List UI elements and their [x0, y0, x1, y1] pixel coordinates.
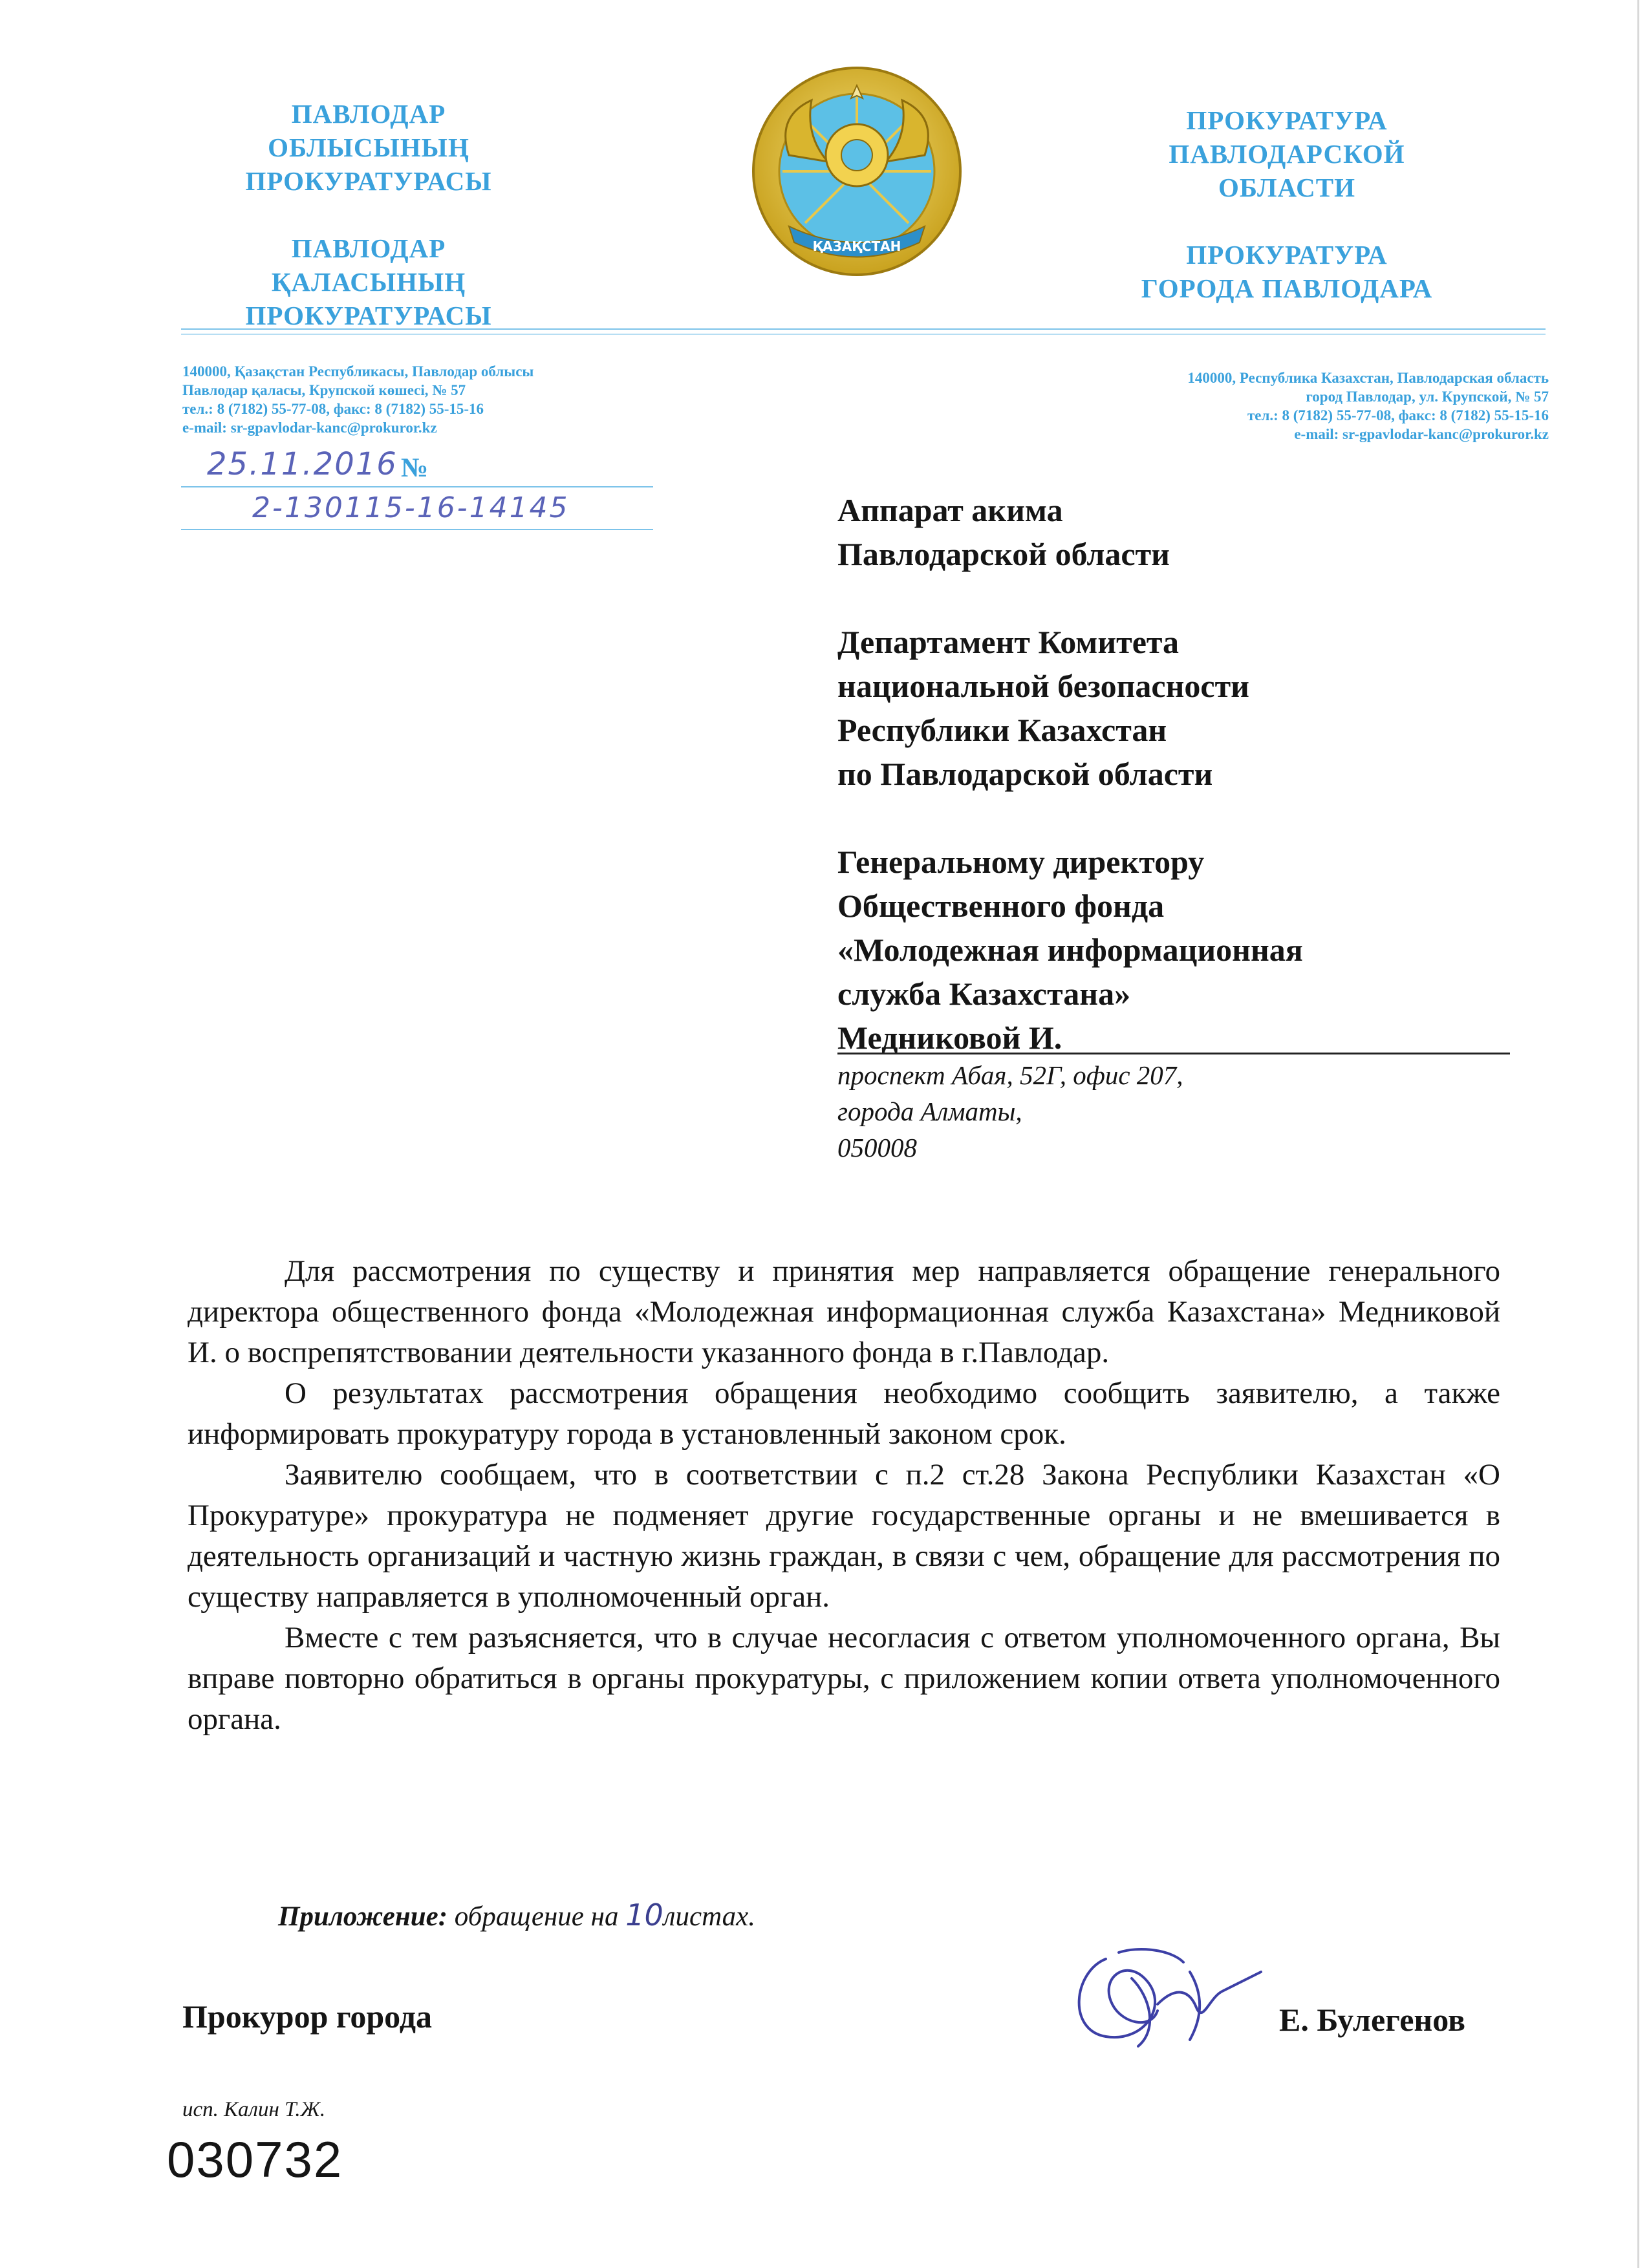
recipient-address [837, 1057, 1510, 1166]
attachment-handwritten-count: 10 [625, 1898, 663, 1932]
header-left-line3: ПАВЛОДАР ҚАЛАСЫНЫҢ [271, 233, 466, 297]
attachment-line [278, 1898, 755, 1932]
address-right-line4: e-mail: sr-gpavlodar-kanc@prokuror.kz [1294, 426, 1549, 442]
header-right-line2: ПАВЛОДАРСКОЙ ОБЛАСТИ [1169, 139, 1405, 202]
address-left-line1: 140000, Қазақстан Республикасы, Павлодар облысы [182, 363, 534, 380]
letter-body [188, 1251, 1500, 1740]
registration-date: 25.11.2016 [207, 446, 398, 482]
recipient-1-line2: Павлодарской области [837, 536, 1170, 572]
header-right-line1: ПРОКУРАТУРА [1186, 105, 1388, 135]
registration-number: 2-130115-16-14145 [252, 491, 570, 524]
recipient-3-line4: служба Казахстана» [837, 976, 1131, 1012]
address-left-line3: тел.: 8 (7182) 55-77-08, факс: 8 (7182) 55-15-16 [182, 401, 484, 417]
recipient-3-line5: Медниковой И. [837, 1020, 1062, 1056]
body-paragraph-2: О результатах рассмотрения обращения необходимо сообщить заявителю, а также информировать прокуратуру города в установленный законом срок. [188, 1376, 1500, 1451]
recipient-address-line1: проспект Абая, 52Г, офис 207, [837, 1060, 1183, 1090]
registration-line-2 [181, 529, 653, 530]
emblem-text: ҚАЗАҚСТАН [812, 239, 901, 254]
registration-line-1 [181, 486, 653, 487]
recipient-2-line3: Республики Казахстан [837, 712, 1167, 748]
recipient-2-line4: по Павлодарской области [837, 756, 1213, 792]
header-right-block [1099, 103, 1474, 305]
recipient-3-line1: Генеральному директору [837, 844, 1205, 880]
address-left [182, 362, 764, 437]
address-left-line2: Павлодар қаласы, Крупской көшесі, № 57 [182, 382, 466, 398]
header-left-block [194, 97, 543, 332]
address-right [892, 369, 1549, 444]
recipient-address-line2: города Алматы, [837, 1097, 1022, 1126]
header-left-line1: ПАВЛОДАР ОБЛЫСЫНЫҢ [268, 99, 469, 162]
recipient-2-line1: Департамент Комитета [837, 624, 1180, 660]
address-right-line3: тел.: 8 (7182) 55-77-08, факс: 8 (7182) 55-15-16 [1247, 407, 1549, 423]
document-number: 030732 [167, 2131, 343, 2188]
recipient-2-line2: национальной безопасности [837, 668, 1249, 704]
attachment-text-after: листах. [663, 1901, 755, 1932]
body-paragraph-1: Для рассмотрения по существу и принятия мер направляется обращение генерального директора общественного фонда «Молодежная информационная служба Казахстана» Медниковой И. о воспрепятствовании деятельности указанного фонда в г.Павлодар. [188, 1254, 1500, 1369]
attachment-text: обращение на [454, 1901, 619, 1932]
attachment-label: Приложение: [278, 1901, 448, 1932]
header-divider [181, 328, 1546, 330]
recipient-3-line3: «Молодежная информационная [837, 932, 1303, 968]
recipient-3-line2: Общественного фонда [837, 888, 1165, 924]
recipients-block [837, 488, 1510, 1060]
header-divider-2 [181, 334, 1546, 335]
address-right-line1: 140000, Республика Казахстан, Павлодарская область [1187, 370, 1549, 386]
signature-position: Прокурор города [182, 1998, 433, 2035]
recipient-underline [837, 1053, 1510, 1054]
body-paragraph-4: Вместе с тем разъясняется, что в случае несогласия с ответом уполномоченного органа, Вы вправе повторно обратиться в органы прокуратуры, с приложением копии ответа уполномоченного органа. [188, 1621, 1500, 1736]
handwritten-signature-icon [1061, 1933, 1274, 2056]
state-emblem [750, 65, 964, 281]
scan-edge-line [1637, 0, 1639, 2268]
executor-note: исп. Калин Т.Ж. [182, 2098, 326, 2121]
address-right-line2: город Павлодар, ул. Крупской, № 57 [1306, 389, 1549, 405]
registration-block [181, 446, 653, 537]
address-left-line4: e-mail: sr-gpavlodar-kanc@prokuror.kz [182, 420, 437, 436]
state-emblem-icon [750, 65, 964, 281]
signature-name: Е. Булегенов [1279, 2002, 1465, 2038]
header-right-line4: ГОРОДА ПАВЛОДАРА [1141, 273, 1433, 303]
recipient-address-line3: 050008 [837, 1133, 917, 1162]
header-right-line3: ПРОКУРАТУРА [1186, 240, 1388, 270]
header-left-line4: ПРОКУРАТУРАСЫ [245, 301, 492, 330]
body-paragraph-3: Заявителю сообщаем, что в соответствии с п.2 ст.28 Закона Республики Казахстан «О Прокуратуре» прокуратура не подменяет другие государственные органы и не вмешивается в деятельность организаций и частную жизнь граждан, в связи с чем, обращение для рассмотрения по существу направляется в уполномоченный орган. [188, 1458, 1500, 1614]
registration-no-label: № [401, 453, 429, 483]
header-left-line2: ПРОКУРАТУРАСЫ [245, 166, 492, 196]
signature-mark [1061, 1933, 1274, 2056]
recipient-1-line1: Аппарат акима [837, 492, 1063, 528]
